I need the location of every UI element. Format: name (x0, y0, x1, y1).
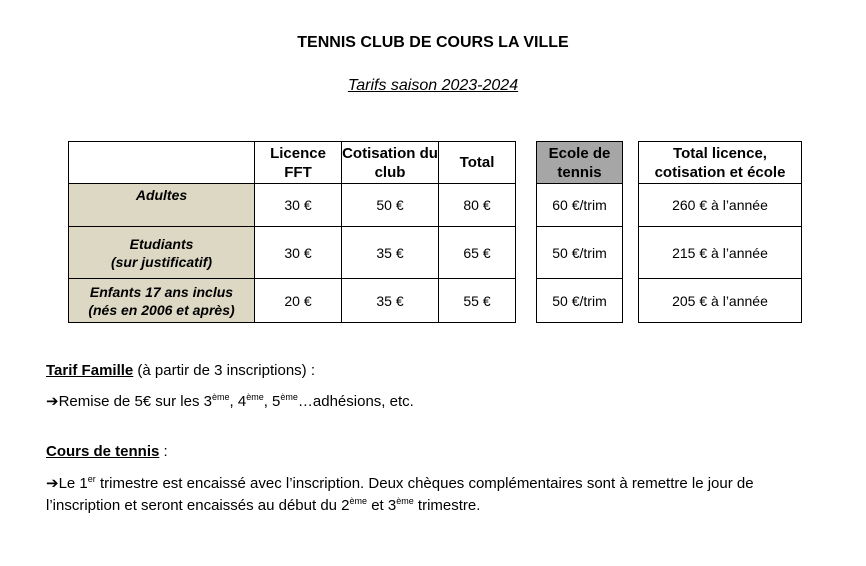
header-cotisation: Cotisation du club (342, 142, 439, 184)
cell-cotisation: 50 € (342, 184, 439, 227)
row-label: Enfants 17 ans inclus (nés en 2006 et après) (69, 279, 255, 323)
table-row (537, 227, 623, 279)
header-licence: Licence FFT (255, 142, 342, 184)
header-total-annee: Total licence, cotisation et école (639, 142, 802, 184)
cell-licence: 20 € (255, 279, 342, 323)
ecole-table (536, 141, 623, 323)
cell-total-annee: 260 € à l’année (639, 184, 802, 227)
table-row (639, 227, 802, 279)
table-row (69, 279, 516, 323)
table-row (537, 184, 623, 227)
row-label: Etudiants (sur justificatif) (69, 227, 255, 279)
page-title: TENNIS CLUB DE COURS LA VILLE (297, 34, 569, 51)
cours-paragraph: ➔Le 1er trimestre est encaissé avec l’inscription. Deux chèques complémentaires sont à remettre le jour de l’inscription et seront encaissés au début du 2ème et 3ème trimestre. (46, 474, 754, 514)
page-subtitle: Tarifs saison 2023-2024 (347, 77, 519, 94)
header-ecole: Ecole de tennis (537, 142, 623, 184)
cell-total-annee: 215 € à l’année (639, 227, 802, 279)
cell-licence: 30 € (255, 227, 342, 279)
famille-note: (à partir de 3 inscriptions) : (133, 362, 315, 379)
cell-licence: 30 € (255, 184, 342, 227)
header-total: Total (439, 142, 516, 184)
table-row (639, 279, 802, 323)
cell-cotisation: 35 € (342, 227, 439, 279)
total-table (638, 141, 802, 323)
table-header-row (537, 142, 623, 184)
famille-title: Tarif Famille (46, 362, 134, 379)
cours-heading (46, 443, 168, 460)
cell-total: 55 € (439, 279, 516, 323)
table-header-row (639, 142, 802, 184)
cell-ecole: 50 €/trim (537, 227, 623, 279)
cell-ecole: 60 €/trim (537, 184, 623, 227)
cours-colon: : (159, 443, 168, 460)
cell-total-annee: 205 € à l’année (639, 279, 802, 323)
cell-total: 80 € (439, 184, 516, 227)
arrow-icon: ➔ (46, 475, 59, 492)
price-table (68, 141, 516, 323)
cell-cotisation: 35 € (342, 279, 439, 323)
cell-ecole: 50 €/trim (537, 279, 623, 323)
cours-title: Cours de tennis (46, 443, 160, 460)
table-header-row (69, 142, 516, 184)
table-row (69, 227, 516, 279)
famille-heading (46, 362, 315, 379)
row-label: Adultes (69, 184, 255, 227)
table-row (537, 279, 623, 323)
arrow-icon: ➔ (46, 393, 59, 410)
header-empty-cell (69, 142, 255, 184)
cell-total: 65 € (439, 227, 516, 279)
table-row (639, 184, 802, 227)
famille-paragraph: ➔Remise de 5€ sur les 3ème, 4ème, 5ème…adhésions, etc. (46, 392, 414, 410)
table-row (69, 184, 516, 227)
